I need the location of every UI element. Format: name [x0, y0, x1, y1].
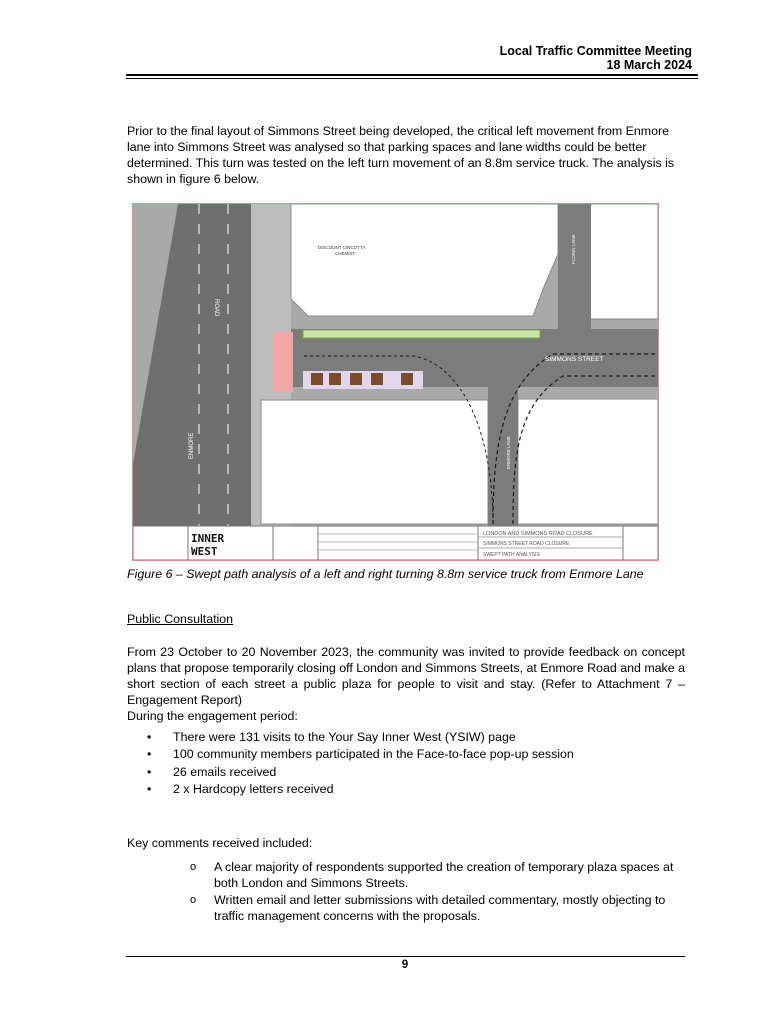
building-block-southeast	[518, 399, 658, 524]
engagement-intro: During the engagement period:	[127, 709, 298, 723]
list-item-text: 26 emails received	[173, 764, 277, 779]
list-item: • There were 131 visits to the Your Say Inner West (YSIW) page	[147, 730, 516, 744]
list-item-text: Written email and letter submissions with detailed commentary, mostly objecting to traffic management concerns with the proposals.	[214, 893, 666, 923]
header-rule	[126, 74, 698, 76]
title-block-title-2: SIMMONS STREET ROAD CLOSURE	[483, 541, 570, 547]
label-enmore-lane: ENMORE LANE	[506, 436, 511, 469]
consultation-heading: Public Consultation	[127, 612, 234, 626]
title-block-title-1: LONDON AND SIMMONS ROAD CLOSURE	[483, 531, 593, 537]
plaza-bench	[329, 373, 341, 385]
label-road: ROAD	[213, 299, 219, 317]
logo-west: WEST	[191, 545, 218, 558]
list-item-text: 2 x Hardcopy letters received	[173, 781, 334, 796]
intro-paragraph: Prior to the final layout of Simmons Street being developed, the critical left movement from Enmore lane into Simmons Street was analysed so that parking spaces and lane widths could be better determined. This turn was tested on the left turn movement of an 8.8m service truck. The analysis is shown in figure 6 below.	[127, 124, 675, 186]
building-block-north	[291, 204, 558, 316]
key-comments-intro: Key comments received included:	[127, 836, 313, 850]
list-item: • 100 community members participated in the Face-to-face pop-up session	[147, 747, 574, 762]
north-lane	[558, 204, 591, 329]
consultation-paragraph	[127, 644, 685, 724]
page-number: 9	[401, 959, 409, 971]
label-enmore: ENMORE	[189, 432, 195, 459]
swept-path-figure	[132, 203, 659, 561]
label-chemist-2: CHEMIST	[335, 251, 356, 256]
building-block-south	[261, 400, 488, 524]
logo-inner: INNER	[191, 532, 225, 545]
list-item: o Written email and letter submissions with detailed commentary, mostly objecting to traffic management concerns with the proposals.	[190, 893, 666, 923]
list-item-text: There were 131 visits to the Your Say Inner West (YSIW) page	[173, 730, 516, 744]
page-header	[500, 44, 692, 72]
header-date: 18 March 2024	[606, 58, 692, 72]
planter-strip	[303, 330, 540, 338]
plaza-bench	[350, 373, 362, 385]
engagement-list	[147, 729, 574, 798]
label-simmons-street: SIMMONS STREET	[545, 356, 604, 363]
footer-rule	[126, 956, 685, 957]
list-item-text: 100 community members participated in the Face-to-face pop-up session	[173, 747, 574, 762]
list-item-text: A clear majority of respondents supported the creation of temporary plaza spaces at both London and Simmons Streets.	[214, 860, 674, 890]
title-block-title-3: SWEPT PATH ANALYSIS	[483, 552, 540, 558]
plaza-bench	[311, 373, 323, 385]
key-comments-list	[190, 859, 686, 925]
list-item: • 26 emails received	[147, 764, 277, 779]
header-title: Local Traffic Committee Meeting	[499, 44, 692, 58]
list-item: o A clear majority of respondents supported the creation of temporary plaza spaces at both London and Simmons Streets.	[190, 860, 674, 890]
consultation-text: From 23 October to 20 November 2023, the community was invited to provide feedback on concept plans that propose temporarily closing off London and Simmons Streets, at Enmore Road and make a short section of each street a public plaza for people to visit and stay. (Refer to Attachment 7 – Engagement Report)	[127, 645, 685, 707]
label-north-lane: FLORIN LANE	[571, 234, 576, 264]
site-plan-drawing	[133, 204, 658, 560]
pedestrian-crossing	[273, 332, 293, 392]
label-chemist: DISCOUNT CINCOTTA	[318, 245, 366, 250]
figure-caption: Figure 6 – Swept path analysis of a left and right turning 8.8m service truck from Enmore Lane	[127, 567, 644, 581]
plaza-bench	[401, 373, 413, 385]
list-item: • 2 x Hardcopy letters received	[147, 781, 334, 796]
header-rule-thin	[126, 78, 698, 79]
plaza-bench	[371, 373, 383, 385]
